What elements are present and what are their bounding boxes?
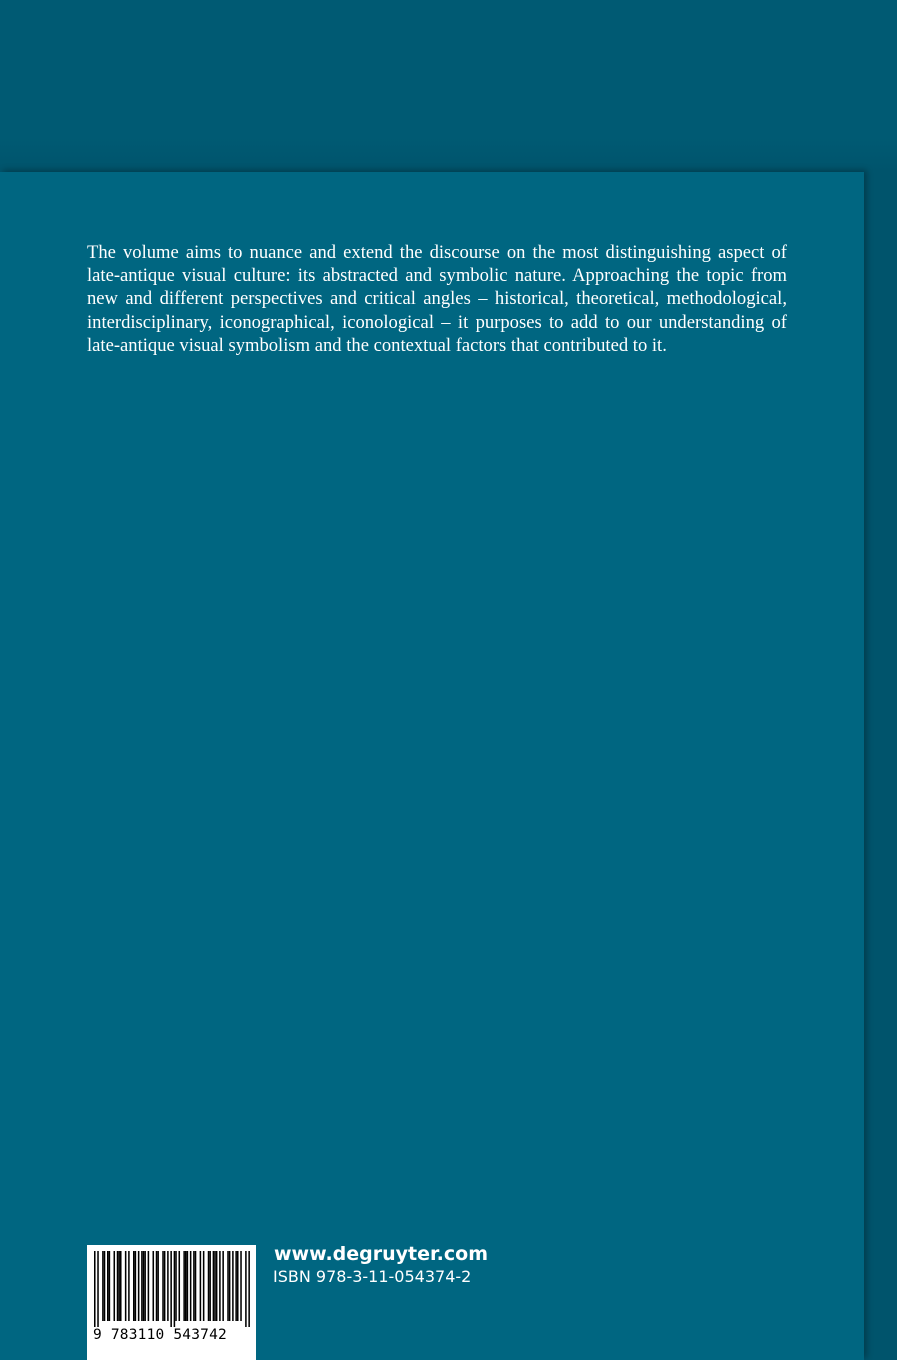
barcode-bar	[175, 1251, 177, 1321]
barcode-bar	[107, 1251, 109, 1321]
barcode-bar	[164, 1251, 166, 1321]
barcode-bar	[97, 1251, 99, 1327]
barcode-bar	[138, 1251, 140, 1321]
barcode-bar	[104, 1251, 106, 1321]
barcode-bar	[174, 1251, 176, 1327]
barcode-bar	[144, 1251, 146, 1321]
barcode-bar	[209, 1251, 211, 1321]
barcode-bar	[148, 1251, 150, 1321]
barcode-bar	[237, 1251, 239, 1321]
barcode-bar	[125, 1251, 127, 1321]
barcode-bar	[232, 1251, 234, 1321]
barcode-bar	[235, 1251, 237, 1321]
barcode-bar	[120, 1251, 122, 1321]
isbn-number: ISBN 978-3-11-054374-2	[273, 1267, 472, 1286]
barcode-bar	[109, 1251, 111, 1321]
barcode-bar	[227, 1251, 229, 1321]
barcode-bar	[118, 1251, 120, 1321]
barcode-bar	[153, 1251, 155, 1321]
barcode-bar	[143, 1251, 145, 1321]
barcode-bar	[213, 1251, 215, 1321]
barcode-bar	[117, 1251, 119, 1321]
barcode-bar	[229, 1251, 231, 1321]
barcode-bar	[157, 1251, 159, 1321]
barcode-bar	[214, 1251, 216, 1321]
barcode-bar	[187, 1251, 189, 1321]
barcode-bar	[128, 1251, 130, 1321]
publisher-url[interactable]: www.degruyter.com	[274, 1243, 488, 1265]
barcode-bar	[200, 1251, 202, 1321]
barcode-bar	[94, 1251, 96, 1327]
barcode-bar	[195, 1251, 197, 1321]
barcode-bar	[141, 1251, 143, 1321]
barcode-bar	[248, 1251, 250, 1327]
barcode-bar	[185, 1251, 187, 1321]
right-edge-strip	[864, 172, 897, 1360]
barcode-bar	[208, 1251, 210, 1321]
barcode-bar	[245, 1251, 247, 1327]
barcode-bar	[183, 1251, 185, 1321]
barcode-bar	[102, 1251, 104, 1321]
barcode-bar	[114, 1251, 116, 1321]
barcode-bar	[156, 1251, 158, 1321]
barcode-bar	[135, 1251, 137, 1321]
barcode-bar	[167, 1251, 169, 1321]
barcode-bar	[170, 1251, 172, 1327]
barcode	[87, 1245, 256, 1360]
barcode-bar	[162, 1251, 164, 1321]
description-text: The volume aims to nuance and extend the discourse on the most distinguishing aspect of late-antique visual culture: its abstracted and symbolic nature. Approaching the topic from new and different perspectives and critical angles – historical, theoretical, methodological, interdisciplinary, iconographical, iconological – it purposes to add to our understanding of late-antique visual symbolism and the contextual factors that contributed to it.	[87, 242, 787, 356]
barcode-bars	[94, 1251, 250, 1327]
barcode-bar	[222, 1251, 224, 1321]
top-band	[0, 0, 897, 172]
barcode-bar	[240, 1251, 242, 1321]
barcode-bar	[193, 1251, 195, 1321]
barcode-bar	[203, 1251, 205, 1321]
barcode-bar	[179, 1251, 181, 1321]
barcode-bar	[219, 1251, 221, 1321]
barcode-bar	[216, 1251, 218, 1321]
barcode-bar	[190, 1251, 192, 1321]
barcode-digits: 9 783110 543742	[93, 1327, 227, 1343]
barcode-bar	[133, 1251, 135, 1321]
